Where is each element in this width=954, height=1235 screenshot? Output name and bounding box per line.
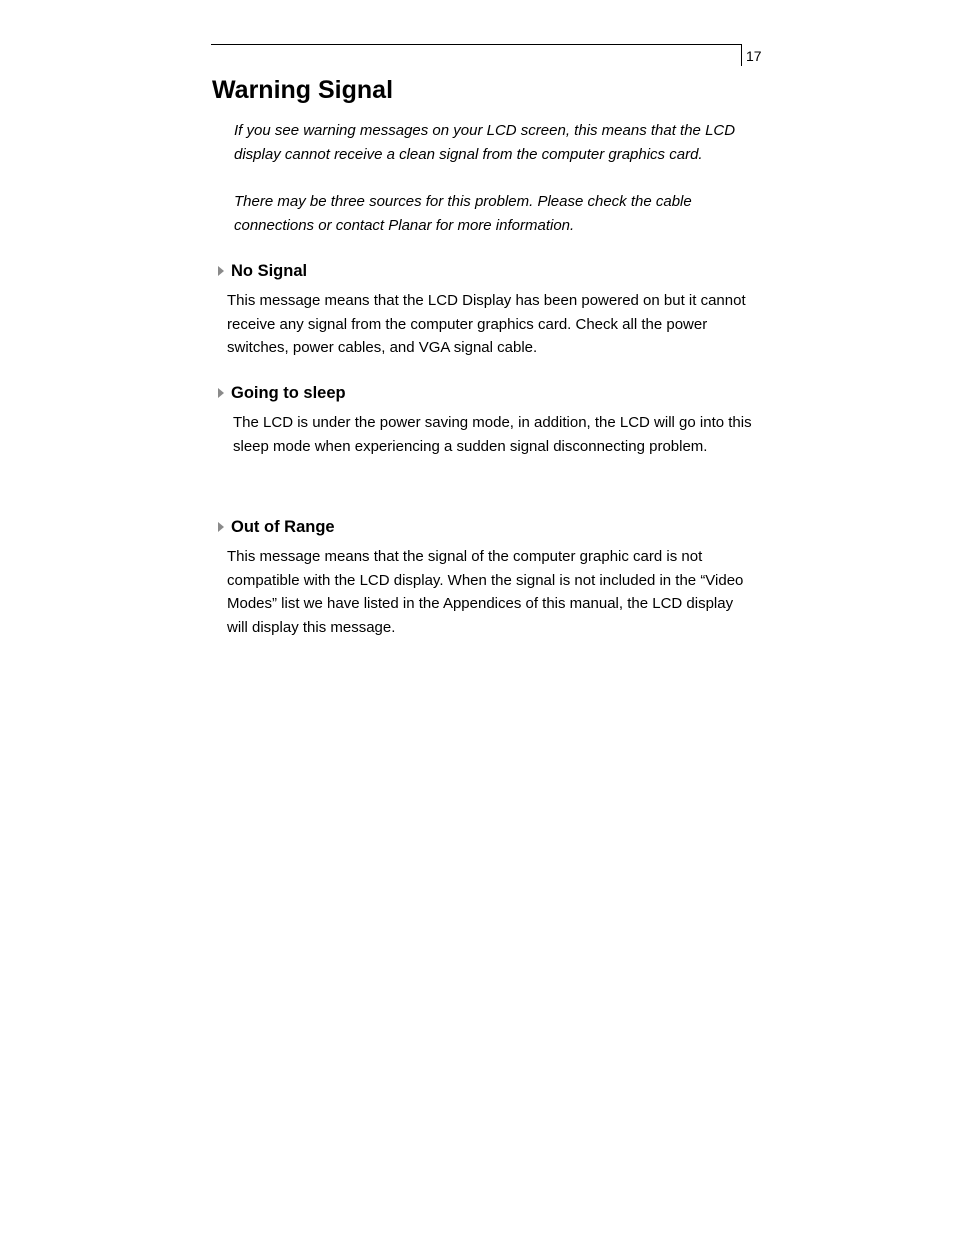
header-rule <box>211 44 741 45</box>
section-heading-going-to-sleep <box>218 382 346 404</box>
section-heading-label: Going to sleep <box>231 384 346 402</box>
intro-paragraph-2: There may be three sources for this problem. Please check the cable connections or contact Planar for more information. <box>234 193 692 234</box>
page-number: 17 <box>746 48 762 64</box>
intro-paragraph-1: If you see warning messages on your LCD screen, this means that the LCD display cannot receive a clean signal from the computer graphics card. <box>234 122 736 163</box>
section-body-going-to-sleep: The LCD is under the power saving mode, in addition, the LCD will go into this sleep mode when experiencing a sudden signal disconnecting problem. <box>233 414 752 455</box>
section-heading-no-signal <box>218 260 307 282</box>
page-title: Warning Signal <box>212 76 394 104</box>
triangle-right-icon <box>218 388 224 398</box>
section-heading-label: Out of Range <box>231 518 335 536</box>
triangle-right-icon <box>218 522 224 532</box>
section-heading-out-of-range <box>218 516 335 538</box>
triangle-right-icon <box>218 266 224 276</box>
section-heading-label: No Signal <box>231 262 308 280</box>
header-vertical-rule <box>741 44 742 66</box>
section-body-out-of-range: This message means that the signal of the computer graphic card is not compatible with the LCD display. When the signal is not included in the “Video Modes” list we have listed in the Appendices of this manual, the LCD display will display this message. <box>227 548 744 636</box>
section-body-no-signal: This message means that the LCD Display has been powered on but it cannot receive any signal from the computer graphics card. Check all the power switches, power cables, and VGA signal cable. <box>227 292 746 356</box>
